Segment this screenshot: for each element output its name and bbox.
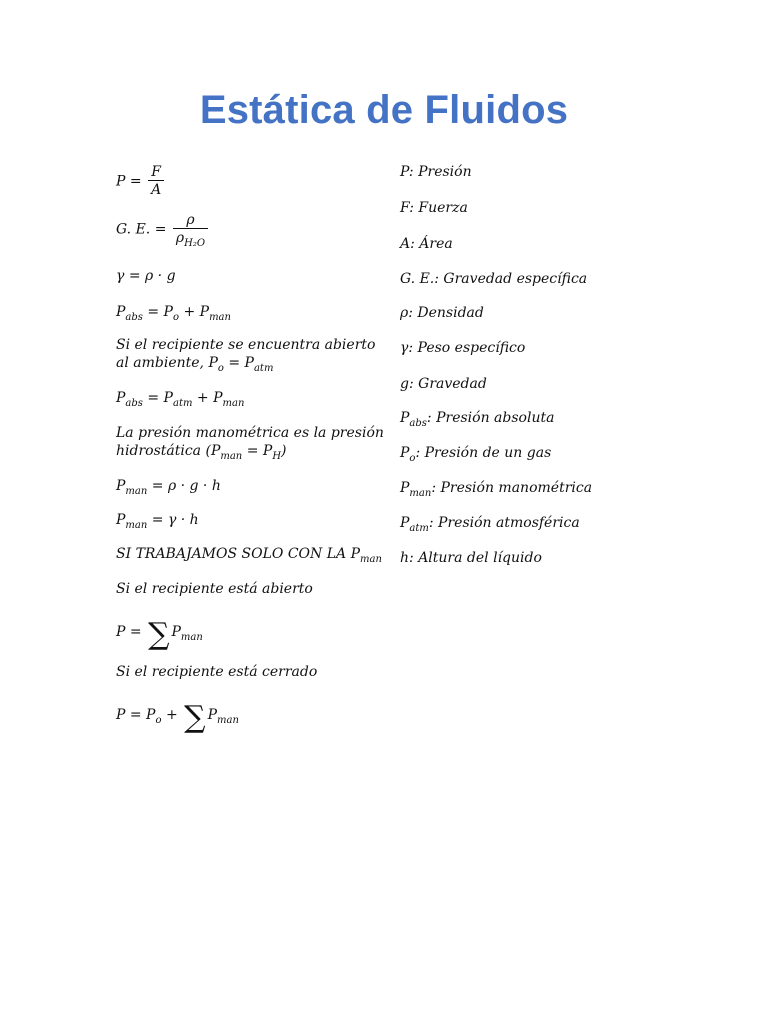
- summation-symbol: ∑: [148, 617, 170, 652]
- legend-item: G. E.: Gravedad específica: [400, 271, 588, 287]
- equation-sum-closed: $P = P_o$ + ∑ $P_{man}$: [116, 700, 239, 735]
- page-title: Estática de Fluidos: [199, 88, 569, 132]
- legend-item: F: Fuerza: [400, 200, 468, 216]
- equation-specific-weight: γ = ρ · g: [116, 268, 176, 284]
- legend-item: A: Área: [400, 236, 453, 252]
- equation-gauge-pressure-gamma: $P_{man} = \gamma \cdot h$: [116, 512, 199, 531]
- legend-item: $P_{atm}$: Presión atmosférica: [400, 515, 580, 534]
- text-container-open: Si el recipiente está abierto: [116, 581, 313, 597]
- legend-item: γ: Peso específico: [400, 340, 526, 356]
- legend-item: g: Gravedad: [400, 376, 487, 392]
- fraction: $\frac{\rho}{\rho_{H_2O}}$: [173, 212, 208, 247]
- equation-pressure: P = $\frac{F}{A}$: [116, 164, 166, 199]
- text-only-gauge: SI TRABAJAMOS SOLO CON LA $P_{man}$: [116, 546, 382, 565]
- fraction: $\frac{F}{A}$: [148, 164, 164, 199]
- equation-absolute-pressure: $P_{abs} = P_o + P_{man}$: [116, 304, 231, 323]
- legend-item: $P_{man}$: Presión manométrica: [400, 480, 593, 499]
- equation-gauge-pressure: $P_{man} = \rho \cdot g \cdot h$: [116, 478, 221, 497]
- text-hydrostatic: La presión manométrica es la presión hidrostática $(P_{man} = P_H)$: [116, 425, 384, 462]
- legend-item: h: Altura del líquido: [400, 550, 542, 566]
- summation-symbol: ∑: [184, 700, 206, 735]
- legend-item: $P_o$: Presión de un gas: [400, 445, 552, 464]
- equation-absolute-pressure-atm: $P_{abs} = P_{atm} + P_{man}$: [116, 390, 245, 409]
- equation-specific-gravity: G. E. = $\frac{\rho}{\rho_{H_2O}}$: [116, 212, 210, 247]
- equation-sum-open: P = ∑ $P_{man}$: [116, 617, 203, 652]
- legend-item: P: Presión: [400, 164, 472, 180]
- text-container-closed: Si el recipiente está cerrado: [116, 664, 318, 680]
- legend-item: ρ: Densidad: [400, 305, 484, 321]
- legend-item: $P_{abs}$: Presión absoluta: [400, 410, 555, 429]
- text-open-container: Si el recipiente se encuentra abierto al ambiente, $P_o = P_{atm}$: [116, 337, 376, 374]
